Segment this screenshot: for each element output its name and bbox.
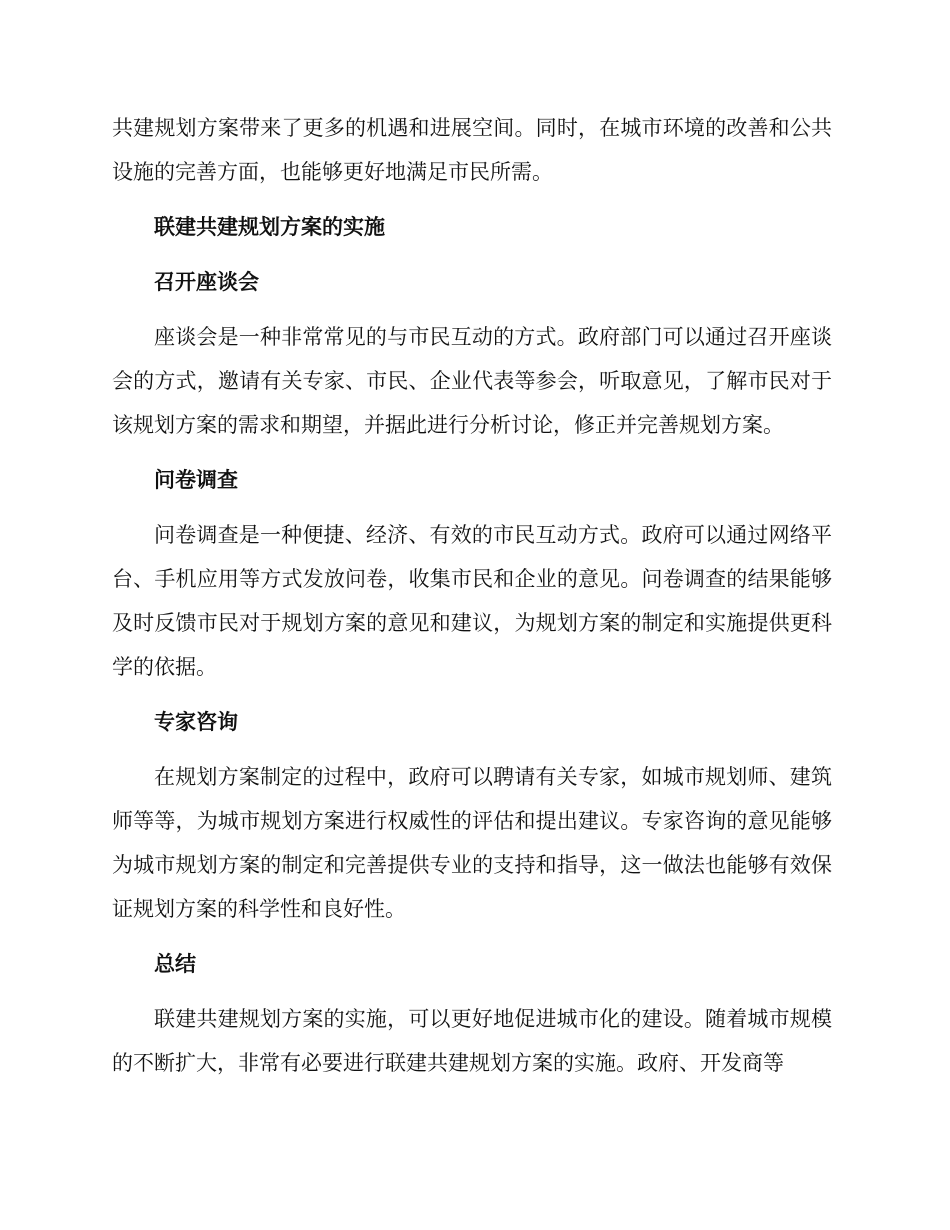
- paragraph-summary: 联建共建规划方案的实施，可以更好地促进城市化的建设。随着城市规模的不断扩大，非常有必要进行联建共建规划方案的实施。政府、开发商等: [112, 1007, 832, 1075]
- paragraph-survey: 问卷调查是一种便捷、经济、有效的市民互动方式。政府可以通过网络平台、手机应用等方式发放问卷，收集市民和企业的意见。问卷调查的结果能够及时反馈市民对于规划方案的意见和建议，为规划方案的制定和实施提供更科学的依据。: [112, 523, 832, 679]
- document-page: [112, 106, 832, 1085]
- paragraph-expert: 在规划方案制定的过程中，政府可以聘请有关专家，如城市规划师、建筑师等等，为城市规划方案进行权威性的评估和提出建议。专家咨询的意见能够为城市规划方案的制定和完善提供专业的支持和指导，这一做法也能够有效保证规划方案的科学性和良好性。: [112, 765, 832, 921]
- subheading-summary: 总结: [154, 951, 196, 976]
- intro-continuation-paragraph: 共建规划方案带来了更多的机遇和进展空间。同时，在城市环境的改善和公共设施的完善方面，也能够更好地满足市民所需。: [112, 116, 832, 184]
- section-title: 联建共建规划方案的实施: [154, 214, 385, 239]
- subheading-forum: 召开座谈会: [154, 269, 259, 294]
- subheading-expert: 专家咨询: [154, 709, 238, 734]
- paragraph-forum: 座谈会是一种非常常见的与市民互动的方式。政府部门可以通过召开座谈会的方式，邀请有关专家、市民、企业代表等参会，听取意见，了解市民对于该规划方案的需求和期望，并据此进行分析讨论，修正并完善规划方案。: [112, 325, 832, 437]
- subheading-survey: 问卷调查: [154, 467, 238, 492]
